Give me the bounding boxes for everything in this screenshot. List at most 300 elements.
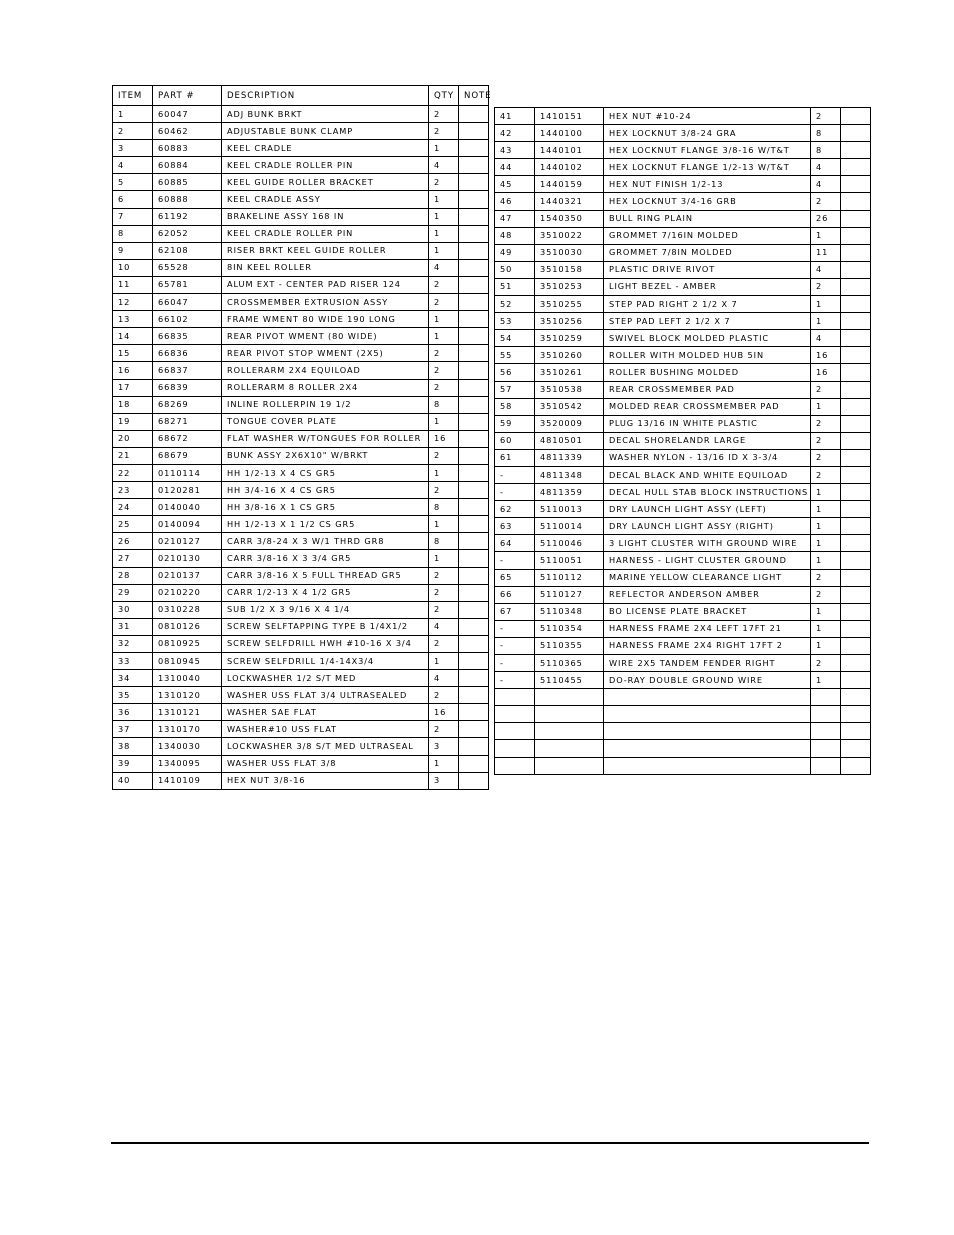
cell-part-number: 68271 <box>153 413 222 430</box>
cell-item: 9 <box>113 242 153 259</box>
cell-description: WASHER#10 USS FLAT <box>222 721 429 738</box>
table-header-row <box>113 86 489 106</box>
cell-qty: 2 <box>811 108 841 125</box>
cell-description: SCREW SELFTAPPING TYPE B 1/4X1/2 <box>222 618 429 635</box>
cell-note <box>459 396 489 413</box>
cell-item: 23 <box>113 482 153 499</box>
table-row <box>113 140 489 157</box>
cell-part-number: 3510022 <box>535 227 604 244</box>
cell-part-number: 5110013 <box>535 501 604 518</box>
cell-description <box>604 740 811 757</box>
cell-item: 36 <box>113 704 153 721</box>
cell-part-number: 3520009 <box>535 415 604 432</box>
cell-qty <box>811 723 841 740</box>
cell-item: 55 <box>495 347 535 364</box>
cell-description: HEX NUT 3/8-16 <box>222 772 429 789</box>
cell-part-number <box>535 723 604 740</box>
cell-note <box>841 278 871 295</box>
cell-description: HH 3/8-16 X 1 CS GR5 <box>222 499 429 516</box>
cell-description: WIRE 2X5 TANDEM FENDER RIGHT <box>604 655 811 672</box>
table-row <box>113 533 489 550</box>
cell-note <box>459 687 489 704</box>
table-row <box>495 569 871 586</box>
table-row <box>495 466 871 483</box>
cell-note <box>459 533 489 550</box>
table-row <box>495 620 871 637</box>
cell-qty: 4 <box>429 157 459 174</box>
cell-item: 15 <box>113 345 153 362</box>
cell-qty: 8 <box>429 396 459 413</box>
cell-part-number: 5110365 <box>535 655 604 672</box>
cell-note <box>841 518 871 535</box>
cell-part-number: 60462 <box>153 123 222 140</box>
table-row <box>113 704 489 721</box>
table-row <box>495 313 871 330</box>
cell-note <box>459 635 489 652</box>
cell-qty: 1 <box>429 191 459 208</box>
cell-part-number: 3510158 <box>535 261 604 278</box>
cell-description: REFLECTOR ANDERSON AMBER <box>604 586 811 603</box>
cell-part-number: 68672 <box>153 430 222 447</box>
cell-part-number: 60884 <box>153 157 222 174</box>
cell-part-number: 66047 <box>153 294 222 311</box>
cell-part-number: 5110455 <box>535 672 604 689</box>
cell-qty <box>811 740 841 757</box>
cell-item: 65 <box>495 569 535 586</box>
cell-description: REAR CROSSMEMBER PAD <box>604 381 811 398</box>
cell-part-number: 1310040 <box>153 670 222 687</box>
cell-note <box>459 499 489 516</box>
cell-note <box>459 550 489 567</box>
table-row <box>495 689 871 706</box>
cell-description: WASHER SAE FLAT <box>222 704 429 721</box>
cell-description: CARR 3/8-16 X 5 FULL THREAD GR5 <box>222 567 429 584</box>
table-row <box>113 106 489 123</box>
cell-description: TONGUE COVER PLATE <box>222 413 429 430</box>
cell-note <box>459 311 489 328</box>
cell-description: HARNESS FRAME 2X4 RIGHT 17FT 2 <box>604 637 811 654</box>
cell-part-number: 1540350 <box>535 210 604 227</box>
cell-item: 53 <box>495 313 535 330</box>
cell-item: 58 <box>495 398 535 415</box>
table-row <box>113 550 489 567</box>
cell-description: PLUG 13/16 IN WHITE PLASTIC <box>604 415 811 432</box>
cell-qty: 2 <box>811 569 841 586</box>
cell-item: 49 <box>495 244 535 261</box>
cell-description: FRAME WMENT 80 WIDE 190 LONG <box>222 311 429 328</box>
cell-note <box>841 620 871 637</box>
cell-description: BO LICENSE PLATE BRACKET <box>604 603 811 620</box>
cell-note <box>841 210 871 227</box>
cell-part-number: 65528 <box>153 259 222 276</box>
cell-part-number: 1310170 <box>153 721 222 738</box>
cell-part-number: 1310121 <box>153 704 222 721</box>
cell-description: SUB 1/2 X 3 9/16 X 4 1/4 <box>222 601 429 618</box>
cell-qty: 1 <box>429 464 459 481</box>
cell-description: 3 LIGHT CLUSTER WITH GROUND WIRE <box>604 535 811 552</box>
cell-part-number: 5110348 <box>535 603 604 620</box>
cell-description: DECAL SHORELANDR LARGE <box>604 432 811 449</box>
cell-item: 37 <box>113 721 153 738</box>
table-row <box>113 294 489 311</box>
cell-description: ROLLER WITH MOLDED HUB 5IN <box>604 347 811 364</box>
cell-qty: 2 <box>429 601 459 618</box>
table-row <box>113 755 489 772</box>
table-row <box>495 176 871 193</box>
cell-note <box>841 296 871 313</box>
cell-part-number: 5110014 <box>535 518 604 535</box>
cell-part-number: 66839 <box>153 379 222 396</box>
parts-table-left <box>112 85 492 790</box>
cell-note <box>459 704 489 721</box>
table-row <box>495 449 871 466</box>
cell-description: SCREW SELFDRILL HWH #10-16 X 3/4 <box>222 635 429 652</box>
table-row <box>113 653 489 670</box>
cell-part-number: 60885 <box>153 174 222 191</box>
cell-qty: 1 <box>429 328 459 345</box>
cell-note <box>841 108 871 125</box>
table-row <box>113 567 489 584</box>
table-row <box>495 159 871 176</box>
cell-item <box>495 706 535 723</box>
cell-qty <box>811 706 841 723</box>
cell-part-number: 3510253 <box>535 278 604 295</box>
header-qty: QTY <box>429 86 459 106</box>
cell-note <box>841 689 871 706</box>
cell-part-number: 3510255 <box>535 296 604 313</box>
cell-qty: 2 <box>429 294 459 311</box>
cell-note <box>459 225 489 242</box>
cell-qty: 1 <box>811 552 841 569</box>
header-note: NOTE <box>459 86 489 106</box>
table-row <box>495 108 871 125</box>
table-row <box>113 396 489 413</box>
cell-note <box>459 413 489 430</box>
cell-qty: 2 <box>811 586 841 603</box>
cell-description: HEX LOCKNUT FLANGE 1/2-13 W/T&T <box>604 159 811 176</box>
cell-qty: 2 <box>811 415 841 432</box>
cell-description: HEX LOCKNUT FLANGE 3/8-16 W/T&T <box>604 142 811 159</box>
cell-qty: 16 <box>429 430 459 447</box>
cell-item: 12 <box>113 294 153 311</box>
cell-item: - <box>495 484 535 501</box>
cell-description: PLASTIC DRIVE RIVOT <box>604 261 811 278</box>
cell-qty: 2 <box>429 276 459 293</box>
cell-qty <box>811 757 841 774</box>
cell-description: REAR PIVOT WMENT (80 WIDE) <box>222 328 429 345</box>
cell-description: CARR 3/8-16 X 3 3/4 GR5 <box>222 550 429 567</box>
cell-note <box>841 159 871 176</box>
cell-note <box>459 738 489 755</box>
cell-note <box>841 501 871 518</box>
table-row <box>495 603 871 620</box>
cell-part-number: 3510256 <box>535 313 604 330</box>
cell-note <box>841 655 871 672</box>
cell-item: 8 <box>113 225 153 242</box>
cell-description: ROLLER BUSHING MOLDED <box>604 364 811 381</box>
cell-part-number: 3510542 <box>535 398 604 415</box>
cell-qty: 2 <box>429 123 459 140</box>
cell-part-number: 0140040 <box>153 499 222 516</box>
cell-description: MARINE YELLOW CLEARANCE LIGHT <box>604 569 811 586</box>
cell-description: HEX LOCKNUT 3/8-24 GRA <box>604 125 811 142</box>
cell-description: 8IN KEEL ROLLER <box>222 259 429 276</box>
table-row <box>495 552 871 569</box>
cell-qty: 2 <box>811 655 841 672</box>
cell-description: RISER BRKT KEEL GUIDE ROLLER <box>222 242 429 259</box>
cell-part-number: 1340030 <box>153 738 222 755</box>
cell-item: 42 <box>495 125 535 142</box>
cell-qty: 1 <box>811 620 841 637</box>
table-row <box>113 208 489 225</box>
cell-item: 61 <box>495 449 535 466</box>
cell-part-number: 60883 <box>153 140 222 157</box>
cell-part-number: 1340095 <box>153 755 222 772</box>
table-row <box>495 193 871 210</box>
cell-note <box>459 140 489 157</box>
cell-note <box>459 772 489 789</box>
table-row <box>113 584 489 601</box>
table-row <box>113 499 489 516</box>
cell-qty: 4 <box>811 159 841 176</box>
cell-qty: 1 <box>429 311 459 328</box>
table-row <box>113 687 489 704</box>
cell-qty: 2 <box>811 278 841 295</box>
cell-note <box>841 484 871 501</box>
table-row <box>495 210 871 227</box>
cell-part-number: 0210130 <box>153 550 222 567</box>
table-row <box>495 244 871 261</box>
cell-description: STEP PAD RIGHT 2 1/2 X 7 <box>604 296 811 313</box>
cell-part-number: 66102 <box>153 311 222 328</box>
cell-item: 13 <box>113 311 153 328</box>
cell-item: 33 <box>113 653 153 670</box>
cell-item: 14 <box>113 328 153 345</box>
cell-note <box>841 466 871 483</box>
cell-item: 27 <box>113 550 153 567</box>
cell-part-number: 5110051 <box>535 552 604 569</box>
cell-qty: 1 <box>811 313 841 330</box>
cell-description: KEEL GUIDE ROLLER BRACKET <box>222 174 429 191</box>
cell-item: 52 <box>495 296 535 313</box>
cell-part-number <box>535 740 604 757</box>
cell-qty: 4 <box>811 261 841 278</box>
cell-part-number: 0140094 <box>153 516 222 533</box>
table-row <box>113 174 489 191</box>
cell-qty: 1 <box>811 518 841 535</box>
cell-qty: 1 <box>811 603 841 620</box>
cell-part-number: 68679 <box>153 447 222 464</box>
cell-note <box>841 313 871 330</box>
cell-note <box>841 740 871 757</box>
cell-item: - <box>495 637 535 654</box>
cell-qty: 2 <box>811 466 841 483</box>
cell-part-number: 5110355 <box>535 637 604 654</box>
cell-qty: 1 <box>429 208 459 225</box>
cell-description <box>604 723 811 740</box>
cell-description: DECAL HULL STAB BLOCK INSTRUCTIONS <box>604 484 811 501</box>
table-row <box>495 637 871 654</box>
cell-qty: 8 <box>429 499 459 516</box>
cell-note <box>459 259 489 276</box>
cell-qty: 4 <box>429 618 459 635</box>
cell-qty: 4 <box>811 176 841 193</box>
cell-part-number: 66835 <box>153 328 222 345</box>
cell-note <box>841 552 871 569</box>
cell-item: 47 <box>495 210 535 227</box>
cell-item: 41 <box>495 108 535 125</box>
cell-qty: 11 <box>811 244 841 261</box>
cell-note <box>459 208 489 225</box>
cell-note <box>841 706 871 723</box>
cell-qty: 26 <box>811 210 841 227</box>
cell-note <box>459 379 489 396</box>
cell-description: HARNESS - LIGHT CLUSTER GROUND <box>604 552 811 569</box>
cell-description: HH 3/4-16 X 4 CS GR5 <box>222 482 429 499</box>
cell-item: 56 <box>495 364 535 381</box>
footer-rule <box>111 1142 869 1144</box>
table-row <box>113 311 489 328</box>
cell-qty: 2 <box>429 721 459 738</box>
table-row <box>495 227 871 244</box>
table-row <box>113 721 489 738</box>
cell-item: 44 <box>495 159 535 176</box>
cell-part-number: 1410109 <box>153 772 222 789</box>
cell-description: BUNK ASSY 2X6X10" W/BRKT <box>222 447 429 464</box>
cell-description: STEP PAD LEFT 2 1/2 X 7 <box>604 313 811 330</box>
cell-part-number: 0810945 <box>153 653 222 670</box>
cell-note <box>459 123 489 140</box>
cell-description: ROLLERARM 8 ROLLER 2X4 <box>222 379 429 396</box>
table-row <box>495 142 871 159</box>
cell-note <box>459 276 489 293</box>
cell-item <box>495 757 535 774</box>
cell-part-number: 1440100 <box>535 125 604 142</box>
cell-description: ALUM EXT - CENTER PAD RISER 124 <box>222 276 429 293</box>
cell-qty: 1 <box>811 672 841 689</box>
cell-part-number: 0210127 <box>153 533 222 550</box>
table-row <box>113 191 489 208</box>
cell-note <box>841 347 871 364</box>
cell-qty: 8 <box>429 533 459 550</box>
table-row <box>495 740 871 757</box>
cell-part-number: 5110127 <box>535 586 604 603</box>
cell-item: 38 <box>113 738 153 755</box>
cell-qty: 1 <box>811 484 841 501</box>
cell-note <box>459 294 489 311</box>
cell-description: LOCKWASHER 3/8 S/T MED ULTRASEAL <box>222 738 429 755</box>
cell-qty: 1 <box>429 516 459 533</box>
cell-qty: 2 <box>429 567 459 584</box>
table-row <box>113 225 489 242</box>
cell-qty: 1 <box>811 637 841 654</box>
cell-qty: 2 <box>429 362 459 379</box>
cell-item: 62 <box>495 501 535 518</box>
cell-note <box>841 432 871 449</box>
cell-description: REAR PIVOT STOP WMENT (2X5) <box>222 345 429 362</box>
cell-note <box>841 637 871 654</box>
cell-note <box>459 516 489 533</box>
cell-note <box>459 362 489 379</box>
cell-item: 20 <box>113 430 153 447</box>
cell-part-number: 68269 <box>153 396 222 413</box>
cell-item <box>495 740 535 757</box>
cell-note <box>459 584 489 601</box>
cell-item: 31 <box>113 618 153 635</box>
cell-part-number: 65781 <box>153 276 222 293</box>
table-row <box>495 296 871 313</box>
cell-qty: 1 <box>429 550 459 567</box>
cell-part-number: 4811348 <box>535 466 604 483</box>
cell-note <box>459 430 489 447</box>
cell-part-number: 5110354 <box>535 620 604 637</box>
cell-item: 43 <box>495 142 535 159</box>
table-row <box>113 123 489 140</box>
cell-note <box>459 653 489 670</box>
table-row <box>113 772 489 789</box>
cell-part-number: 66837 <box>153 362 222 379</box>
cell-qty <box>811 689 841 706</box>
table-row <box>113 516 489 533</box>
cell-item: - <box>495 620 535 637</box>
cell-part-number: 60888 <box>153 191 222 208</box>
cell-item: 48 <box>495 227 535 244</box>
cell-note <box>459 106 489 123</box>
cell-note <box>841 672 871 689</box>
cell-note <box>459 601 489 618</box>
cell-item: 3 <box>113 140 153 157</box>
cell-description: WASHER NYLON - 13/16 ID X 3-3/4 <box>604 449 811 466</box>
table-row <box>495 672 871 689</box>
cell-qty: 16 <box>429 704 459 721</box>
cell-qty: 2 <box>811 381 841 398</box>
cell-note <box>841 176 871 193</box>
cell-note <box>459 191 489 208</box>
header-description: DESCRIPTION <box>222 86 429 106</box>
cell-note <box>841 398 871 415</box>
cell-item: 60 <box>495 432 535 449</box>
cell-qty: 2 <box>429 447 459 464</box>
cell-qty: 1 <box>429 242 459 259</box>
cell-description: LIGHT BEZEL - AMBER <box>604 278 811 295</box>
cell-item: 64 <box>495 535 535 552</box>
table-row <box>495 586 871 603</box>
table-row <box>113 670 489 687</box>
cell-part-number: 1440159 <box>535 176 604 193</box>
cell-qty: 4 <box>811 330 841 347</box>
cell-note <box>459 447 489 464</box>
cell-part-number: 1310120 <box>153 687 222 704</box>
cell-part-number: 4810501 <box>535 432 604 449</box>
cell-item: 19 <box>113 413 153 430</box>
cell-part-number: 1440321 <box>535 193 604 210</box>
cell-description: BULL RING PLAIN <box>604 210 811 227</box>
cell-description: FLAT WASHER W/TONGUES FOR ROLLER <box>222 430 429 447</box>
cell-part-number: 3510538 <box>535 381 604 398</box>
cell-item: 1 <box>113 106 153 123</box>
cell-item: 50 <box>495 261 535 278</box>
cell-part-number: 0210220 <box>153 584 222 601</box>
table-row <box>113 345 489 362</box>
cell-note <box>841 569 871 586</box>
cell-item: 11 <box>113 276 153 293</box>
cell-qty: 2 <box>429 584 459 601</box>
cell-part-number: 3510030 <box>535 244 604 261</box>
cell-qty: 2 <box>811 193 841 210</box>
cell-qty: 2 <box>811 449 841 466</box>
table-row <box>495 484 871 501</box>
cell-part-number <box>535 757 604 774</box>
